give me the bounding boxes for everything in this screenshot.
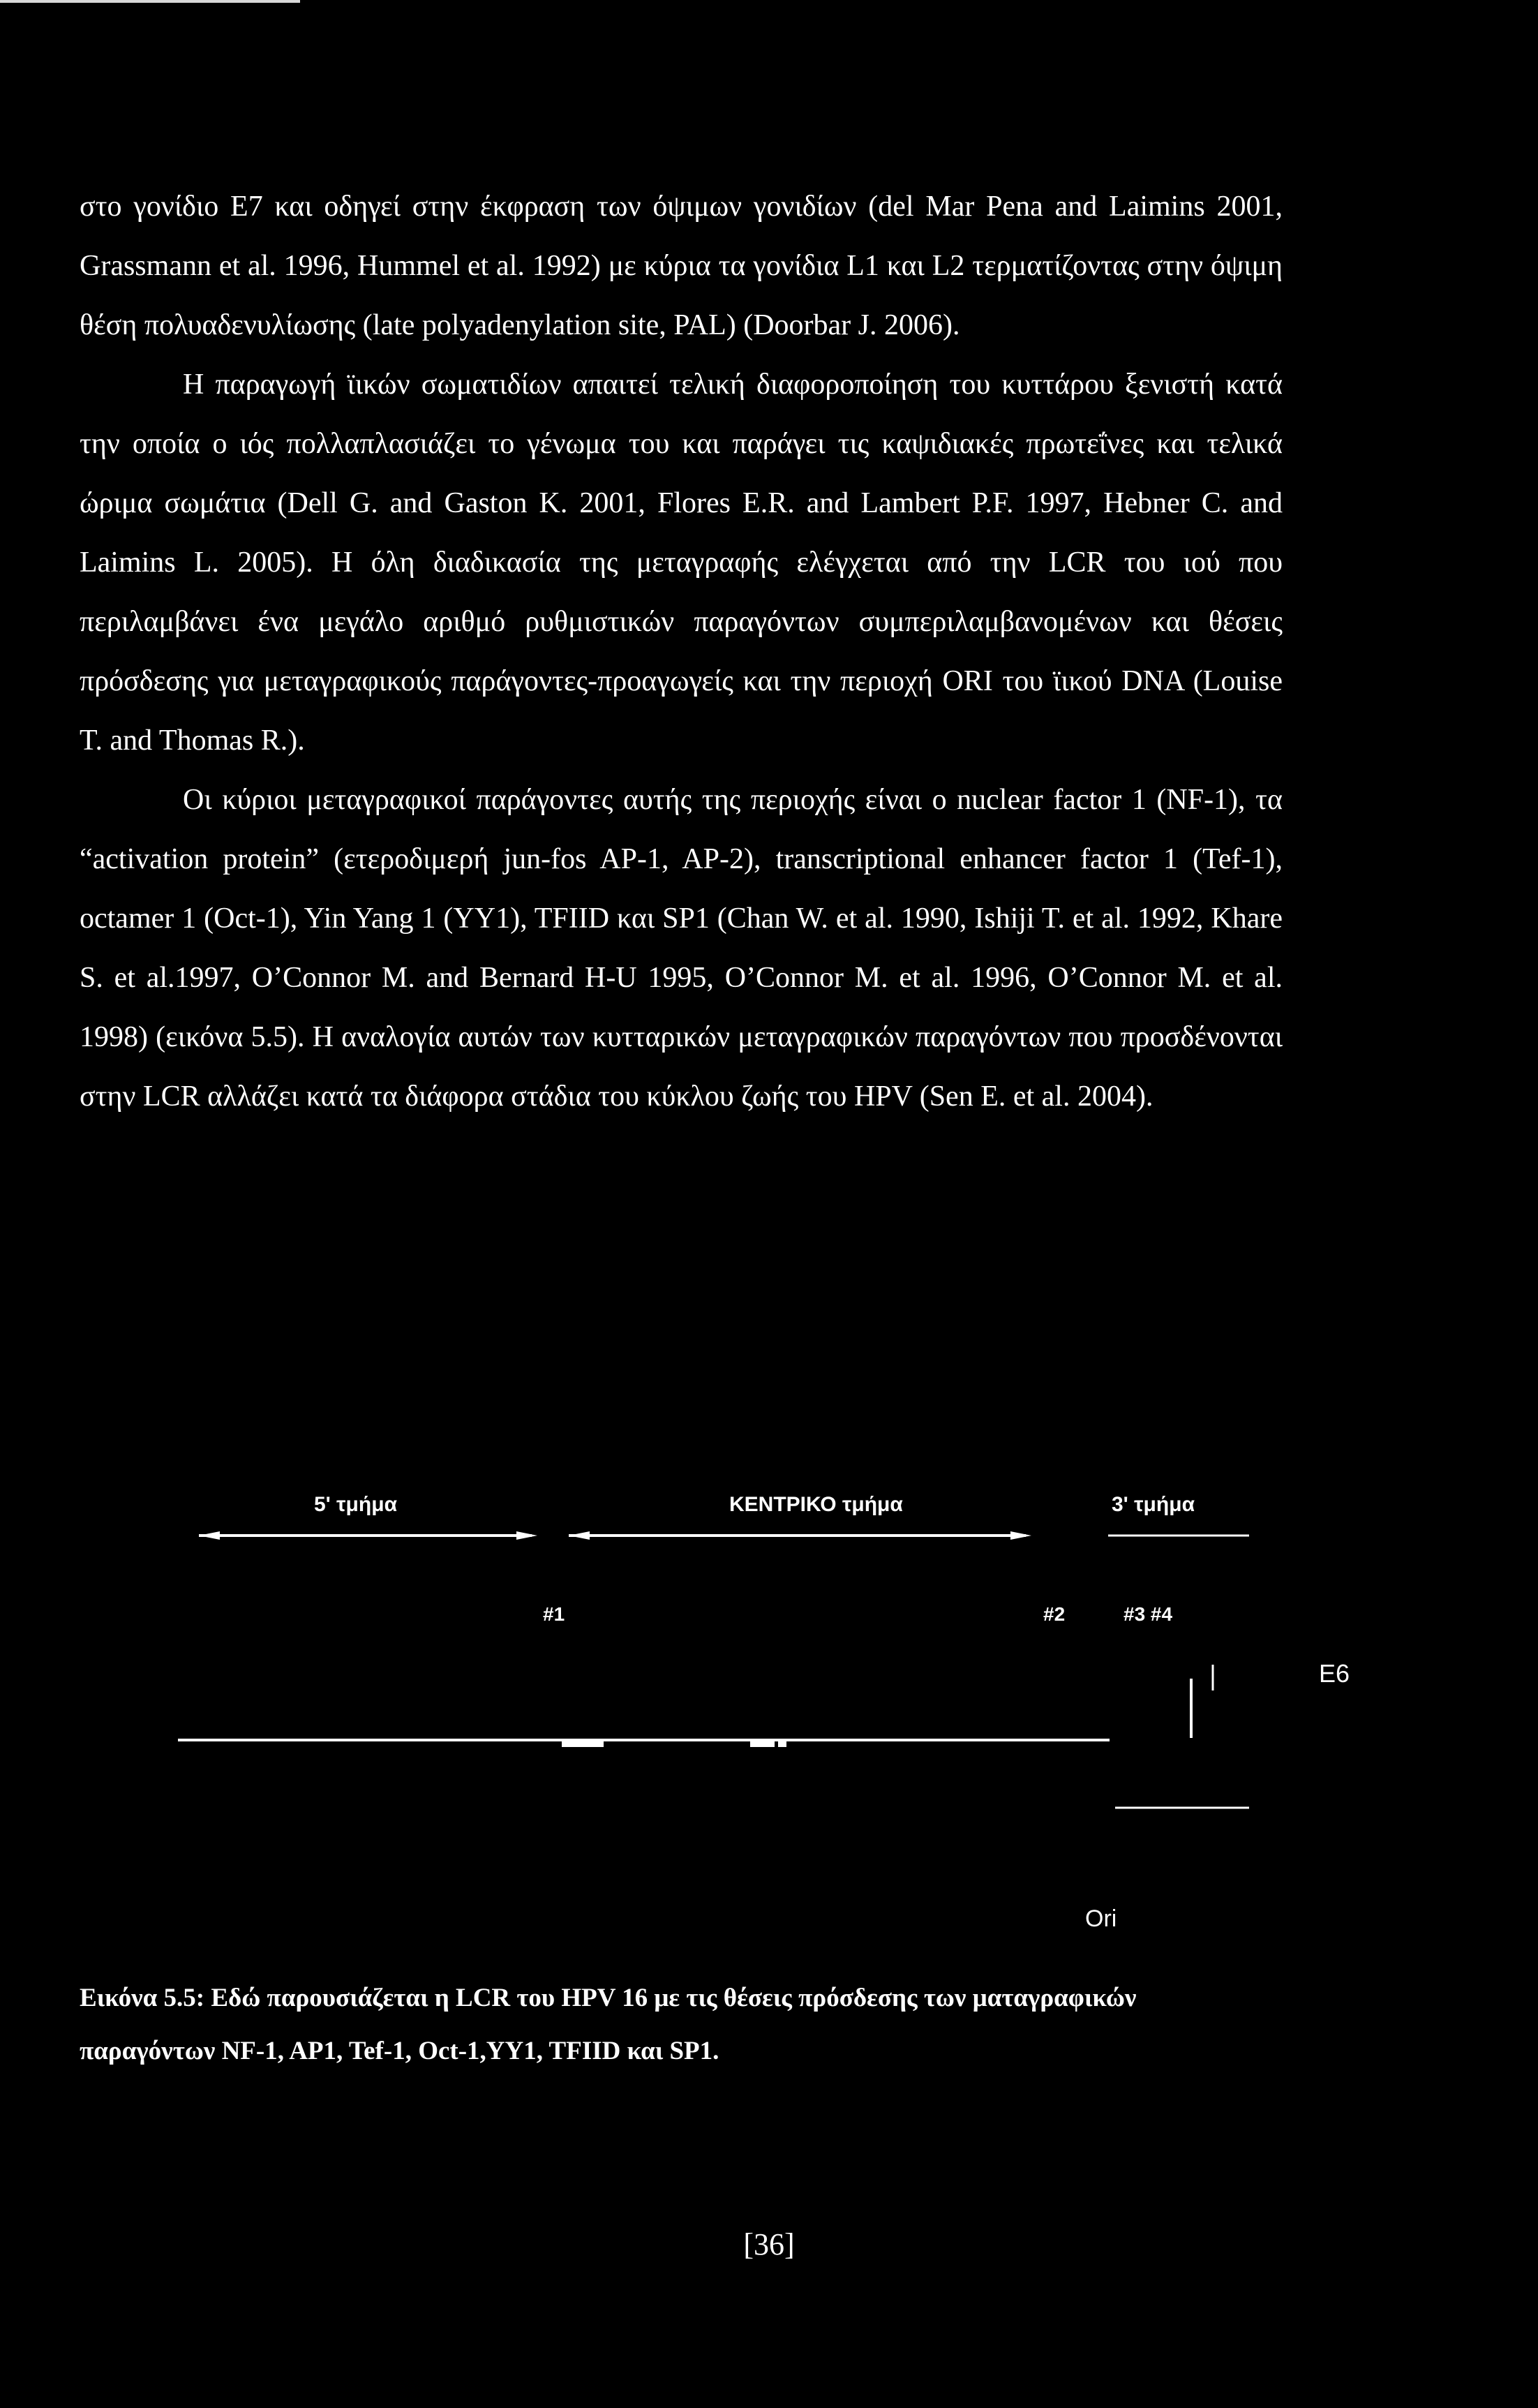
paragraph-2: [80, 355, 1283, 771]
paragraph-3: [80, 771, 1283, 1127]
caption-line-1: Εικόνα 5.5: Εδώ παρουσιάζεται η LCR του HPV 16 με τις θέσεις πρόσδεσης των ματαγραφικών: [80, 1984, 1137, 2012]
site-label-3-4: #3 #4: [1123, 1603, 1173, 1625]
site-label-2: #2: [1043, 1603, 1066, 1625]
arrow-5-prime: [199, 1531, 537, 1540]
genome-line: [178, 1740, 1110, 1747]
paragraph-3-text: Οι κύριοι μεταγραφικοί παράγοντες αυτής της περιοχής είναι ο nuclear factor 1 (NF-1), τα “activation protein” (ετεροδιμερή jun-fos AP-1, AP-2), transcriptional enhancer factor 1 (Tef-1), octamer 1 (Oct-1), Yin Yang 1 (YY1), TFIID και SP1 (Chan W. et al. 1990, Ishiji T. et al. 1992, Khare S. et al.1997, O’Connor M. and Bernard H-U 1995, O’Connor M. et al. 1996, O’Connor M. et al. 1998) (εικόνα 5.5). Η αναλογία αυτών των κυτταρικών μεταγραφικών παραγόντων που προσδένονται στην LCR αλλάζει κατά τα διάφορα στάδια του κύκλου ζωής του HPV (Sen E. et al. 2004).: [80, 784, 1283, 1113]
figure-caption: [80, 1972, 1294, 2078]
paragraph-2-text: Η παραγωγή ϊικών σωματιδίων απαιτεί τελική διαφοροποίηση του κυττάρου ξενιστή κατά την οποία ο ιός πολλαπλασιάζει το γένωμα του και παράγει τις καψιδιακές πρωτεΐνες και τελικά ώριμα σωμάτια (Dell G. and Gaston K. 2001, Flores E.R. and Lambert P.F. 1997, Hebner C. and Laimins L. 2005). Η όλη διαδικασία της μεταγραφής ελέγχεται από την LCR του ιού που περιλαμβάνει ένα μεγάλο αριθμό ρυθμιστικών παραγόντων συμπεριλαμβανομένων και θέσεις πρόσδεσης για μεταγραφικούς παράγοντες-προαγωγείς και την περιοχή ORI του ϊικού DNA (Louise T. and Thomas R.).: [80, 369, 1283, 757]
e6-gene-label: E6: [1319, 1659, 1350, 1688]
label-central-region: ΚΕΝΤΡΙΚΟ τμήμα: [729, 1493, 903, 1516]
arrow-central: [569, 1531, 1031, 1540]
paragraph-1: στο γονίδιο E7 και οδηγεί στην έκφραση των όψιμων γονιδίων (del Mar Pena and Laimins 2001, Grassmann et al. 1996, Hummel et al. 1992) με κύρια τα γονίδια L1 και L2 τερματίζοντας στην όψιμη θέση πολυαδενυλίωσης (late polyadenylation site, PAL) (Doorbar J. 2006).: [80, 191, 1283, 341]
body-text: [80, 177, 1283, 1127]
lcr-diagram: [0, 1466, 1538, 1968]
caption-line-2: παραγόντων NF-1, AP1, Tef-1, Oct-1,YY1, TFIID και SP1.: [80, 2037, 719, 2065]
scan-edge-line: [0, 0, 300, 3]
label-3-prime-region: 3' τμήμα: [1112, 1493, 1195, 1516]
ori-label: Ori: [1085, 1905, 1117, 1932]
site-label-1: #1: [543, 1603, 565, 1625]
label-5-prime-region: 5' τμήμα: [314, 1493, 398, 1516]
page-number: [36]: [743, 2227, 795, 2261]
